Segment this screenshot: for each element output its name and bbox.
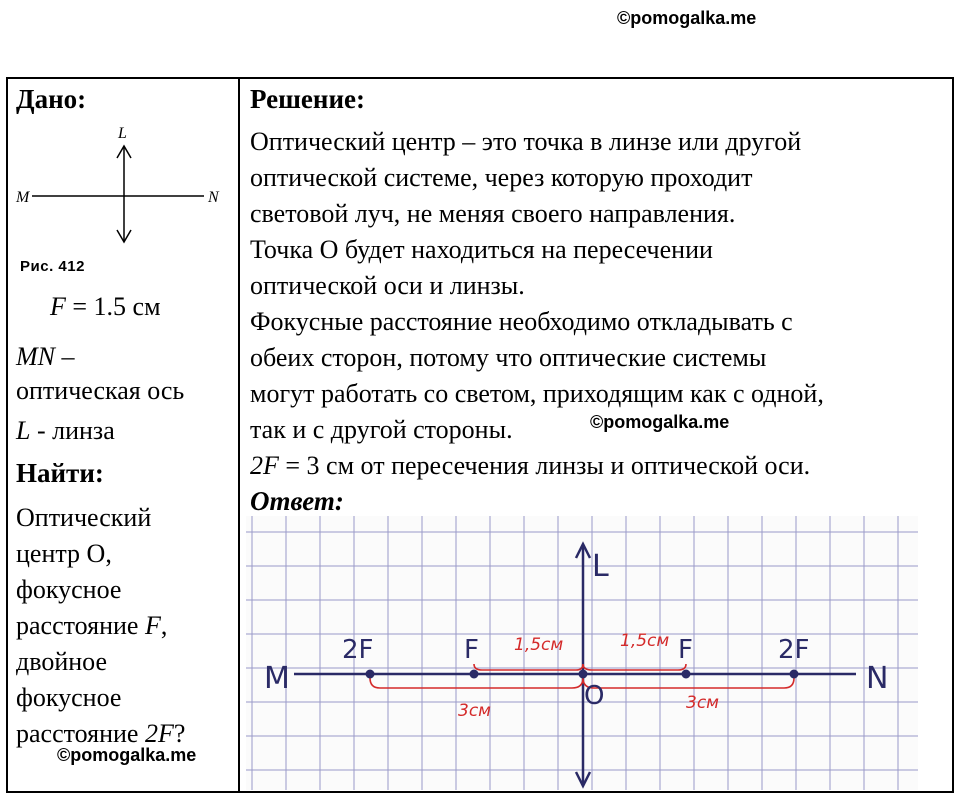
solution-line: световой луч, не меняя своего направления.	[250, 199, 736, 228]
sketch-dist-left: 1,5см	[514, 635, 564, 655]
find-line: фокусное	[16, 575, 122, 604]
sketch-label-2f-left: 2F	[342, 635, 374, 665]
sketch-label-o: O	[584, 681, 605, 711]
find-punct: ?	[173, 719, 186, 748]
find-var-f: F	[144, 611, 161, 640]
sketch-label-f-left: F	[464, 635, 479, 665]
focal-var: F	[50, 292, 66, 321]
find-line: фокусное	[16, 683, 122, 712]
solution-line: Оптический центр – это точка в линзе или другой	[250, 127, 802, 156]
given-focal-length	[50, 290, 161, 324]
given-axis	[16, 340, 75, 374]
find-line: центр O,	[16, 539, 112, 568]
find-title: Найти:	[16, 458, 104, 488]
solution-title: Решение:	[250, 84, 365, 114]
sketch-label-f-right: F	[678, 635, 693, 665]
find-line: двойное	[16, 647, 108, 676]
find-block	[16, 500, 185, 752]
given-axis-desc: оптическая ось	[16, 376, 185, 405]
focal-value: = 1.5 см	[65, 292, 161, 321]
solution-line: обеих сторон, потому что оптические системы	[250, 343, 767, 372]
lens-desc: - линза	[30, 416, 115, 445]
find-text: расстояние	[16, 719, 145, 748]
watermark-top: ©pomogalka.me	[617, 8, 757, 28]
solution-last-text: = 3 см от пересечения линзы и оптической оси.	[278, 451, 811, 480]
axis-dash: –	[55, 342, 75, 371]
solution-line: так и с другой стороны.	[250, 415, 513, 444]
answer-sketch	[246, 516, 918, 790]
figure-label-n: N	[208, 189, 219, 206]
point-2f-right	[790, 670, 799, 679]
solution-var-2f: 2F	[250, 451, 279, 480]
sketch-label-2f-right: 2F	[778, 635, 810, 665]
figure-label-m: M	[16, 189, 30, 206]
point-o	[579, 670, 588, 679]
axis-var: MN	[16, 342, 55, 371]
sketch-label-l: L	[592, 549, 609, 584]
given-lens	[16, 414, 115, 448]
lens-var: L	[16, 416, 31, 445]
figure-label-l: L	[118, 125, 127, 142]
solution-line: Фокусные расстояние необходимо откладывать с	[250, 307, 793, 336]
solution-line	[250, 448, 824, 484]
watermark-bottom: ©pomogalka.me	[57, 745, 197, 765]
point-f-left	[470, 670, 479, 679]
sketch-dist-3-right: 3см	[686, 693, 719, 713]
point-2f-left	[366, 670, 375, 679]
figure-caption: Рис. 412	[20, 258, 85, 275]
solution-line: могут работать со светом, приходящим как с одной,	[250, 379, 824, 408]
column-divider	[238, 77, 240, 793]
answer-title: Ответ:	[250, 486, 344, 516]
find-var-2f: 2F	[144, 719, 174, 748]
find-punct: ,	[160, 611, 168, 640]
figure-412	[14, 120, 234, 260]
solution-line: Точка O будет находиться на пересечении	[250, 235, 713, 264]
find-line	[16, 608, 185, 644]
solution-line: оптической системе, через которую проходит	[250, 163, 753, 192]
watermark-middle: ©pomogalka.me	[590, 412, 730, 432]
sketch-label-m: M	[264, 661, 290, 696]
solution-text	[250, 124, 824, 484]
sketch-label-n: N	[866, 661, 889, 696]
find-text: расстояние	[16, 611, 145, 640]
sketch-dist-3-left: 3см	[458, 701, 491, 721]
sketch-dist-right: 1,5см	[620, 631, 670, 651]
point-f-right	[682, 670, 691, 679]
find-line: Оптический	[16, 503, 152, 532]
given-title: Дано:	[16, 84, 87, 114]
solution-line: оптической оси и линзы.	[250, 271, 525, 300]
